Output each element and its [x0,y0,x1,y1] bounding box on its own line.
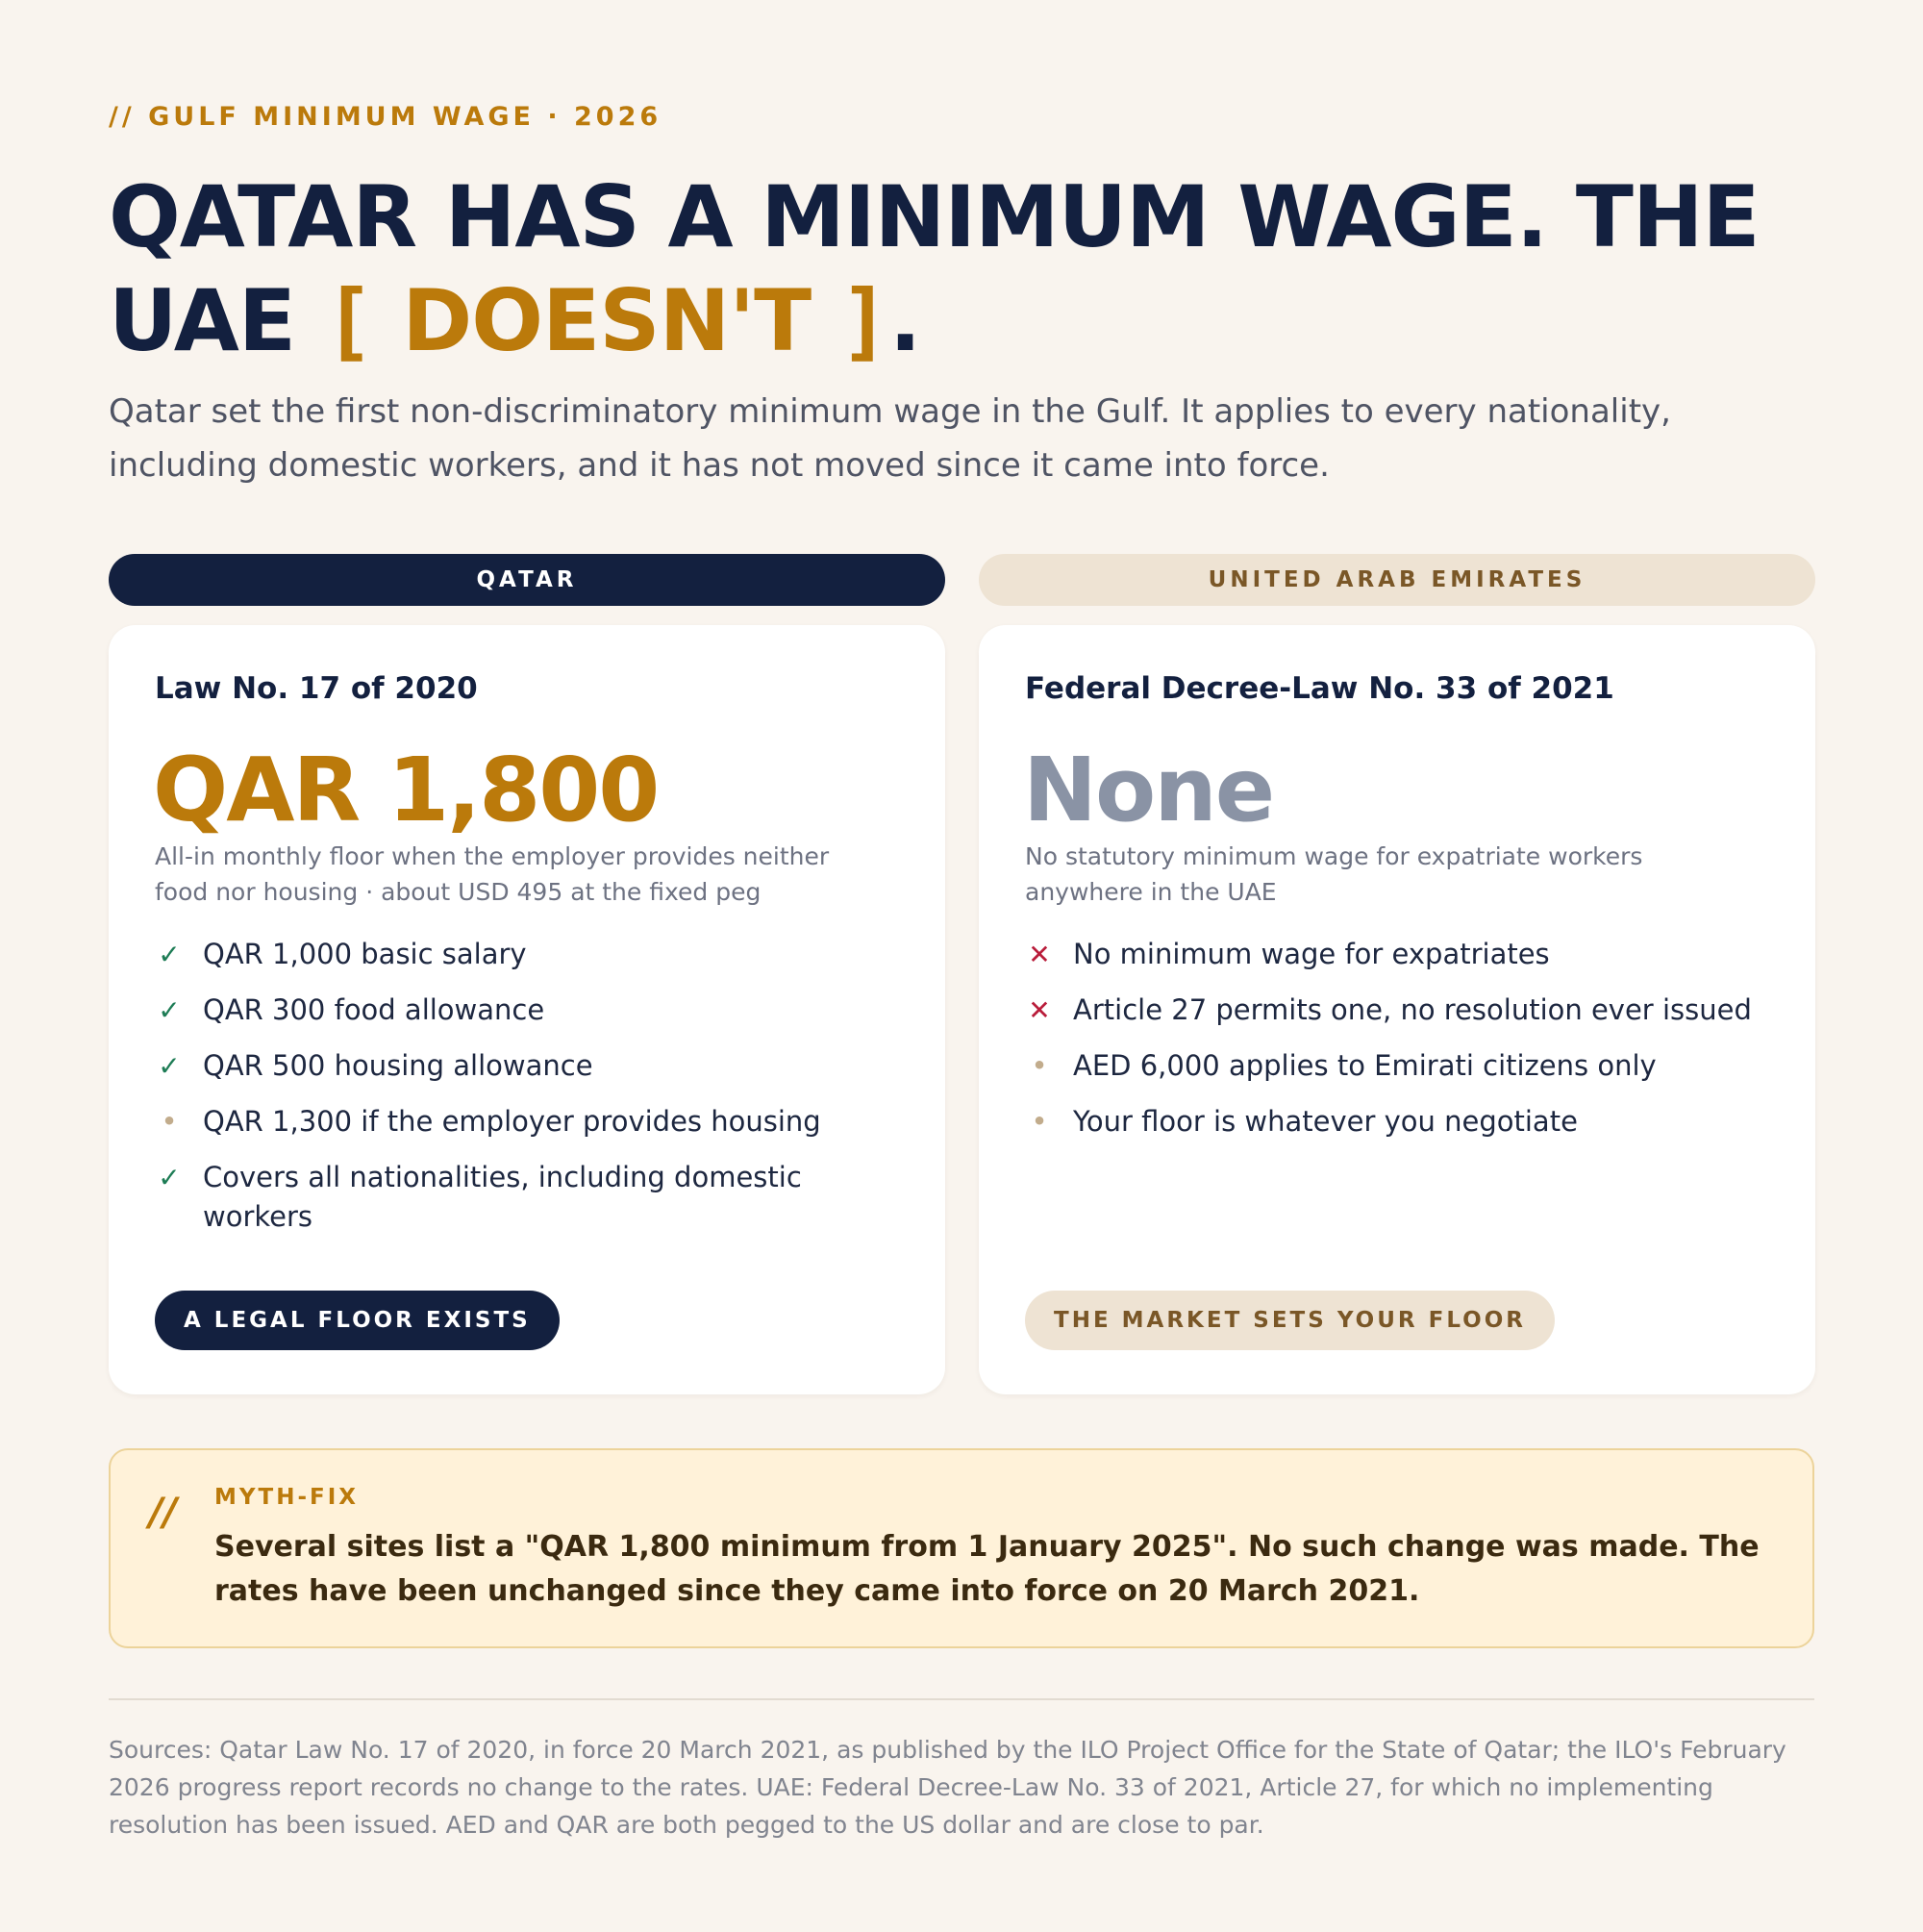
list-item [155,1046,905,1086]
headline-period: . [888,271,921,370]
qatar-header: QATAR [109,554,945,606]
check-icon: ✓ [158,1162,181,1193]
list-item-text: QAR 1,000 basic salary [203,938,527,970]
list-item [1025,1046,1775,1086]
myth-fix-callout [109,1448,1814,1648]
lede: Qatar set the first non-discriminatory minimum wage in the Gulf. It applies to every nationality, including domestic workers, and it has not moved since it came into force. [109,392,1671,485]
headline [109,165,1814,373]
headline-highlight: DOESN'T [373,271,839,370]
uae-list [1025,935,1775,1158]
qatar-law: Law No. 17 of 2020 [155,671,478,706]
slash-quote-icon: // [149,1491,178,1535]
list-item-text: QAR 500 housing allowance [203,1049,593,1082]
bracket-open: [ [323,271,374,370]
list-item-text: Your floor is whatever you negotiate [1073,1105,1578,1138]
myth-fix-text: Several sites list a "QAR 1,800 minimum from 1 January 2025". No such change was made. The rates have been unchanged since they came into force on 20 March 2021. [214,1530,1760,1608]
list-item [155,1102,905,1142]
uae-column [979,554,1815,1333]
uae-header: UNITED ARAB EMIRATES [979,554,1815,606]
list-item-text: Covers all nationalities, including domestic workers [203,1161,802,1233]
myth-fix-label: MYTH-FIX [214,1485,360,1510]
list-item-text: QAR 300 food allowance [203,993,545,1026]
cross-icon: ✕ [1028,939,1051,970]
list-item [155,991,905,1030]
list-item-text: No minimum wage for expatriates [1073,938,1550,970]
qatar-list [155,935,905,1253]
list-item-text: AED 6,000 applies to Emirati citizens only [1073,1049,1657,1082]
qatar-column [109,554,945,1333]
bullet-dot-icon: • [1032,1108,1047,1135]
eyebrow: // GULF MINIMUM WAGE · 2026 [109,102,662,132]
divider [109,1698,1814,1700]
cross-icon: ✕ [1028,994,1051,1026]
sources: Sources: Qatar Law No. 17 of 2020, in force 20 March 2021, as published by the ILO Project Office for the State of Qatar; the ILO's February 2026 progress report records no change to the rates. UAE: Federal Decree-Law No. 33 of 2021, Article 27, for which no implementing resolution has been issued. AED and QAR are both pegged to the US dollar and are close to par. [109,1736,1786,1839]
bullet-dot-icon: • [162,1108,177,1135]
uae-card [979,625,1815,1394]
list-item [155,935,905,974]
headline-line2-start: UAE [109,271,324,370]
check-icon: ✓ [158,1050,181,1082]
bracket-close: ] [838,271,889,370]
uae-description: No statutory minimum wage for expatriate workers anywhere in the UAE [1025,842,1643,906]
headline-line1: QATAR HAS A MINIMUM WAGE. THE [109,167,1760,266]
uae-law: Federal Decree-Law No. 33 of 2021 [1025,671,1614,706]
check-icon: ✓ [158,994,181,1026]
list-item-text: Article 27 permits one, no resolution ever issued [1073,993,1752,1026]
uae-badge: THE MARKET SETS YOUR FLOOR [1025,1291,1555,1350]
qatar-badge: A LEGAL FLOOR EXISTS [155,1291,560,1350]
qatar-description: All-in monthly floor when the employer provides neither food nor housing · about USD 495 at the fixed peg [155,842,830,906]
list-item [1025,1102,1775,1142]
list-item [155,1158,905,1237]
qatar-amount: QAR 1,800 [153,739,659,841]
list-item [1025,935,1775,974]
bullet-dot-icon: • [1032,1052,1047,1079]
qatar-card [109,625,945,1394]
list-item-text: QAR 1,300 if the employer provides housing [203,1105,821,1138]
uae-amount: None [1023,739,1274,841]
check-icon: ✓ [158,939,181,970]
list-item [1025,991,1775,1030]
